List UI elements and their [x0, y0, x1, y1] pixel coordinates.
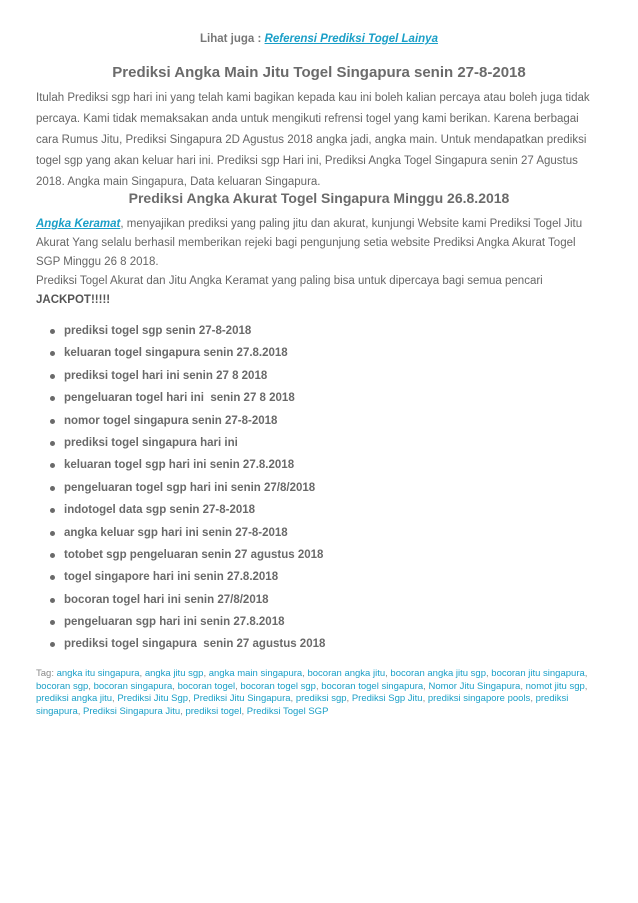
keyword-item: prediksi togel singapura senin 27 agustus 2018 — [64, 633, 630, 655]
keyword-item: prediksi togel sgp senin 27-8-2018 — [64, 320, 630, 342]
tag-link[interactable]: bocoran sgp — [36, 680, 89, 692]
keyword-list — [36, 320, 630, 656]
see-also-line — [36, 33, 602, 45]
see-also-link[interactable]: Referensi Prediksi Togel Lainya — [264, 33, 438, 45]
tag-link[interactable]: angka main singapura — [208, 668, 303, 679]
section-subtitle: Prediksi Angka Akurat Togel Singapura Minggu 26.8.2018 — [128, 190, 510, 206]
keyword-item: prediksi togel hari ini senin 27 8 2018 — [64, 365, 630, 387]
tag-link[interactable]: Prediksi Sgp Jitu — [351, 693, 423, 704]
tag-link[interactable]: Prediksi Jitu Sgp — [117, 693, 189, 704]
keyword-item: pengeluaran togel sgp hari ini senin 27/8/2018 — [64, 477, 630, 499]
tag-link[interactable]: prediksi singapura — [36, 693, 569, 717]
tag-link[interactable]: Prediksi Singapura Jitu — [83, 705, 181, 717]
keyword-item: keluaran togel sgp hari ini senin 27.8.2018 — [64, 454, 630, 476]
see-also-prefix: Lihat juga : — [200, 33, 265, 45]
keyword-item: nomor togel singapura senin 27-8-2018 — [64, 410, 630, 432]
tag-link[interactable]: prediksi angka jitu — [36, 693, 113, 704]
tag-link[interactable]: angka itu singapura — [56, 668, 140, 679]
jackpot-text: JACKPOT!!!!! — [36, 294, 111, 306]
keyword-item: bocoran togel hari ini senin 27/8/2018 — [64, 589, 630, 611]
second-paragraph — [36, 215, 602, 310]
tag-link[interactable]: angka jitu sgp — [144, 668, 204, 679]
tag-link[interactable]: bocoran singapura — [93, 680, 173, 692]
tags-label: Tag: — [36, 668, 57, 679]
second-paragraph-text: , menyajikan prediksi yang paling jitu dan akurat, kunjungi Website kami Prediksi Togel Jitu Akurat Yang selalu berhasil memberikan rejeki bagi pengunjung setia website Prediksi Angka Akurat Togel SGP Minggu 26 8 2018. — [36, 218, 583, 268]
tag-link[interactable]: bocoran togel — [177, 680, 236, 692]
tag-link[interactable]: Prediksi Jitu Singapura — [193, 693, 291, 704]
tag-link[interactable]: bocoran angka jitu — [307, 668, 386, 679]
keyword-item: totobet sgp pengeluaran senin 27 agustus 2018 — [64, 544, 630, 566]
keyword-item: angka keluar sgp hari ini senin 27-8-2018 — [64, 522, 630, 544]
keyword-item: indotogel data sgp senin 27-8-2018 — [64, 499, 630, 521]
tag-link[interactable]: prediksi singapore pools — [427, 693, 531, 704]
tag-link[interactable]: bocoran togel singapura — [321, 680, 424, 692]
tag-list: Tag: angka itu singapura, angka jitu sgp, angka main singapura, bocoran angka jitu, bocoran angka jitu sgp, bocoran jitu singapura, bocoran sgp, bocoran singapura, bocoran togel, bocoran togel sgp, bocoran togel singapura, Nomor Jitu Singapura, nomot jitu sgp, prediksi angka jitu, Prediksi Jitu Sgp, Prediksi Jitu Singapura, prediksi sgp, Prediksi Sgp Jitu, prediksi singapore pools, prediksi singapura, Prediksi Singapura Jitu, prediksi togel, Prediksi Togel SGP — [36, 668, 588, 717]
keyword-item: pengeluaran togel hari ini senin 27 8 2018 — [64, 387, 630, 409]
tag-link[interactable]: bocoran angka jitu sgp — [390, 668, 486, 679]
keyword-item: togel singapore hari ini senin 27.8.2018 — [64, 566, 630, 588]
keyword-item: keluaran togel singapura senin 27.8.2018 — [64, 342, 630, 364]
second-paragraph-text-2: Prediksi Togel Akurat dan Jitu Angka Keramat yang paling bisa untuk dipercaya bagi semua pencari — [36, 275, 543, 287]
angka-keramat-link[interactable]: Angka Keramat — [36, 218, 121, 230]
tag-link[interactable]: Nomor Jitu Singapura — [428, 680, 521, 692]
keyword-item: prediksi togel singapura hari ini — [64, 432, 630, 454]
keyword-item: pengeluaran sgp hari ini senin 27.8.2018 — [64, 611, 630, 633]
tag-link[interactable]: prediksi togel — [185, 705, 242, 717]
tag-link[interactable]: bocoran togel sgp — [240, 680, 316, 692]
tag-link[interactable]: Prediksi Togel SGP — [246, 705, 329, 717]
tag-link[interactable]: bocoran jitu singapura — [491, 668, 585, 679]
intro-paragraph: Itulah Prediksi sgp hari ini yang telah kami bagikan kepada kau ini boleh kalian percaya atau boleh juga tidak percaya. Kami tidak memaksakan anda untuk mengikuti refrensi togel yang kami berikan. Karena berbagai cara Rumus Jitu, Prediksi Singapura 2D Agustus 2018 angka jadi, angka main. Untuk mendapatkan prediksi togel sgp yang akan keluar hari ini. Prediksi sgp Hari ini, Prediksi Angka Togel Singapura senin 27 Agustus 2018. Angka main Singapura, Data keluaran Singapura. — [36, 92, 590, 188]
tag-link[interactable]: nomot jitu sgp — [525, 680, 585, 692]
page-title: Prediksi Angka Main Jitu Togel Singapura senin 27-8-2018 — [112, 64, 526, 81]
tag-link[interactable]: prediksi sgp — [295, 693, 347, 704]
